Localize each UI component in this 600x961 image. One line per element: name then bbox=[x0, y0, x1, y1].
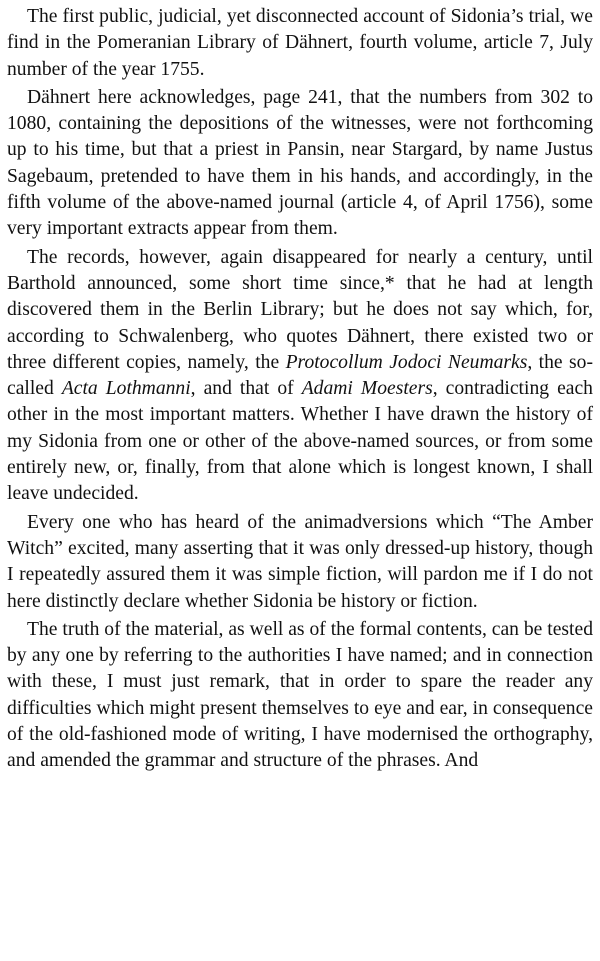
italic-title: Adami Moesters bbox=[301, 378, 433, 400]
paragraph-text: The first public, judicial, yet disconnected account of Sidonia’s trial, we find in the Pomeranian Library of Dähnert, fourth volume, article 7, July number of the year 1755. bbox=[7, 6, 593, 80]
paragraph-text: The records, however, again disappeared for nearly a century, until Barthold announced, some short time since,* that he had at length discovered them in the Berlin Library; but he does not say which, for, according to Schwalenberg, who quotes Dähnert, there existed two or three different copies, namely, the bbox=[7, 246, 593, 373]
paragraph-text: , contradicting each other in the most important matters. Whether I have drawn the history of my Sidonia from one or other of the above-named sources, or from some entirely new, or, finally, from that alone which is longest known, I shall leave undecided. bbox=[7, 378, 593, 505]
paragraph bbox=[7, 617, 593, 775]
document-page bbox=[7, 4, 593, 775]
italic-title: Acta Lothmanni bbox=[61, 378, 191, 400]
paragraph bbox=[7, 245, 593, 508]
paragraph-text: , and that of bbox=[190, 378, 302, 400]
paragraph bbox=[7, 510, 593, 615]
paragraph-text: Every one who has heard of the animadversions which “The Amber Witch” excited, many asserting that it was only dressed-up history, though I repeatedly assured them it was simple fiction, will pardon me if I do not here distinctly declare whether Sidonia be history or fiction. bbox=[7, 511, 593, 612]
paragraph-text: Dähnert here acknowledges, page 241, that the numbers from 302 to 1080, containing the depositions of the witnesses, were not forthcoming up to his time, but that a priest in Pansin, near Stargard, by name Justus Sagebaum, pretended to have them in his hands, and accordingly, in the fifth volume of the above-named journal (article 4, of April 1756), some very important extracts appear from them. bbox=[7, 86, 593, 240]
paragraph bbox=[7, 85, 593, 243]
paragraph-text: The truth of the material, as well as of the formal contents, can be tested by any one by referring to the authorities I have named; and in connection with these, I must just remark, that in order to spare the reader any difficulties which might present themselves to eye and ear, in consequence of the old-fashioned mode of writing, I have modernised the orthography, and amended the grammar and structure of the phrases. And bbox=[7, 618, 593, 772]
paragraph-text: , the so-called bbox=[7, 351, 593, 400]
italic-title: Protocollum Jodoci Neumarks bbox=[285, 351, 528, 373]
paragraph bbox=[7, 4, 593, 83]
